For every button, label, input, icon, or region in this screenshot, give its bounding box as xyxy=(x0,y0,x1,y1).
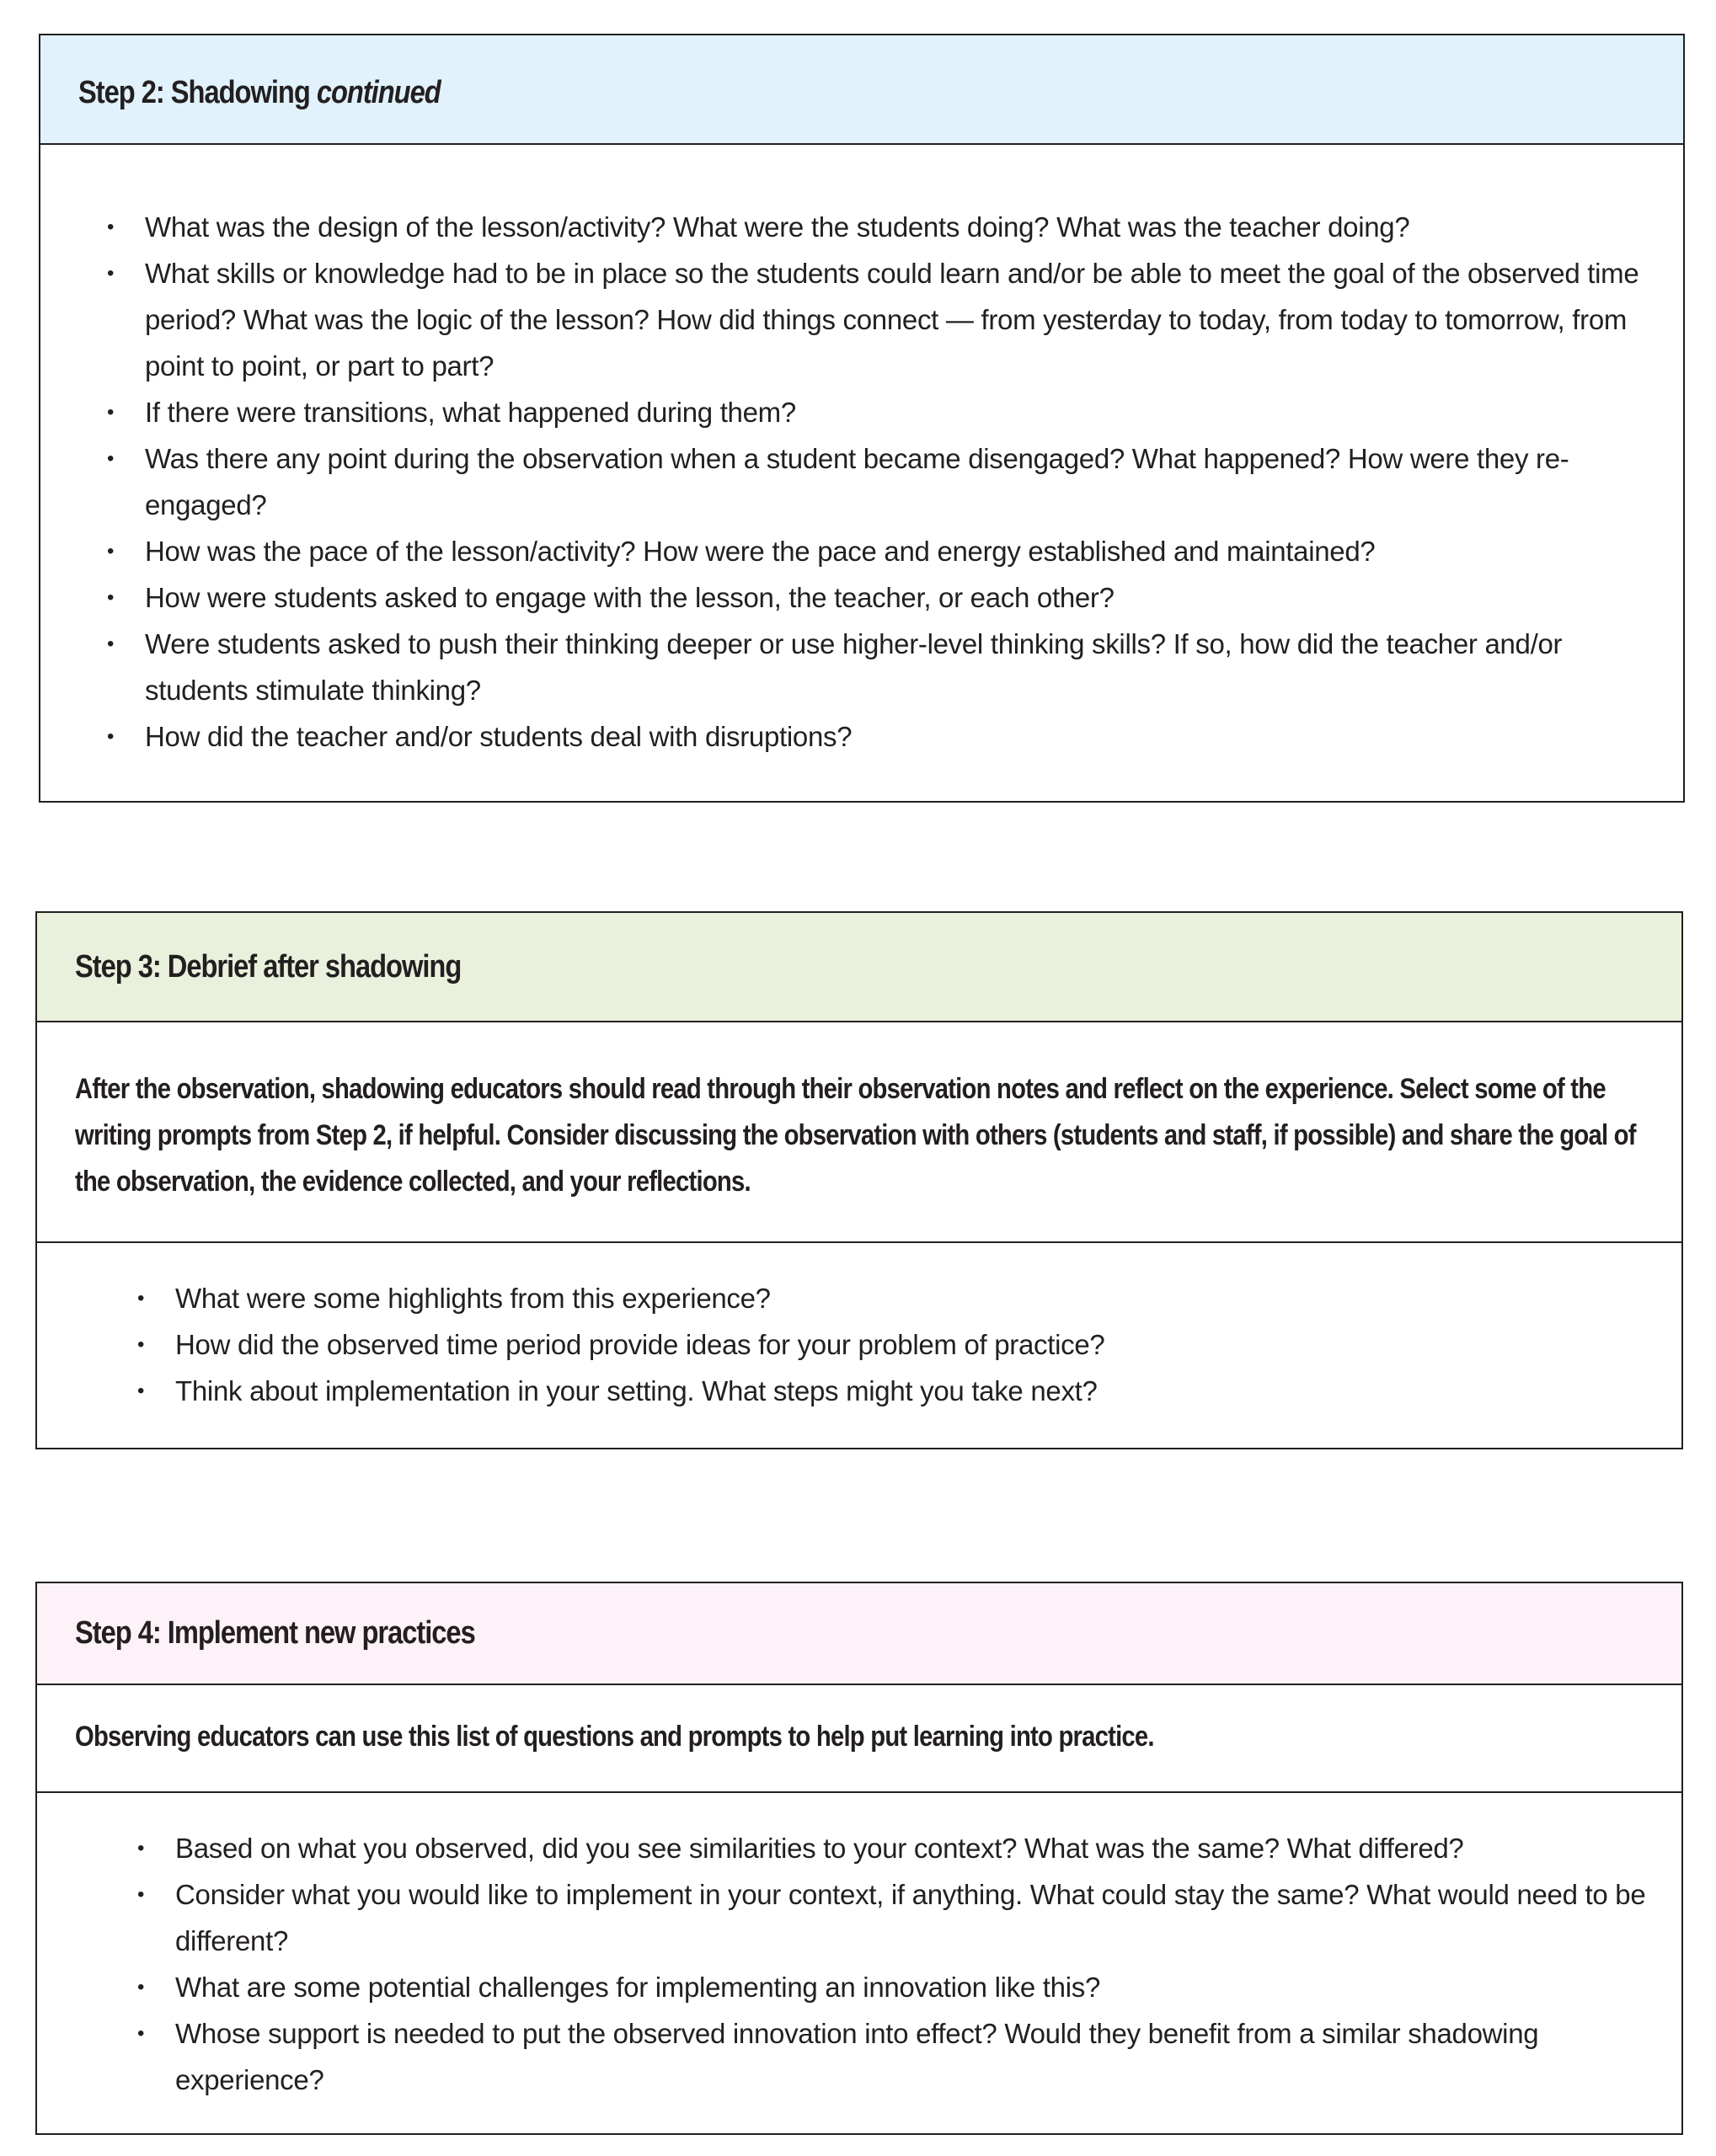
list-item: • How was the pace of the lesson/activity? How were the pace and energy established and maintained? xyxy=(145,528,1649,574)
bullet-icon: • xyxy=(107,540,115,563)
list-item: • Were students asked to push their thinking deeper or use higher-level thinking skills? If so, how did the teacher and/or students stimulate thinking? xyxy=(145,621,1649,713)
bullet-list-area xyxy=(37,1243,1681,1414)
bullet-list xyxy=(137,1825,1648,2103)
bullet-icon: • xyxy=(137,1380,145,1402)
bullet-list-area xyxy=(37,1793,1681,2103)
step-2-shadowing-box xyxy=(39,34,1685,803)
bullet-icon: • xyxy=(137,1287,145,1310)
bullet-list xyxy=(137,1275,1648,1414)
bullet-icon: • xyxy=(107,632,115,655)
bullet-icon: • xyxy=(137,2022,145,2045)
bullet-icon: • xyxy=(107,262,115,285)
list-item: • What are some potential challenges for implementing an innovation like this? xyxy=(175,1964,1648,2010)
step-3-debrief-box xyxy=(35,911,1683,1449)
list-item: • How did the teacher and/or students deal with disruptions? xyxy=(145,713,1649,760)
section-intro-text: Observing educators can use this list of questions and prompts to help put learning into practice. xyxy=(75,1721,1154,1753)
bullet-icon: • xyxy=(107,586,115,609)
section-intro xyxy=(37,1022,1681,1243)
list-item: • Whose support is needed to put the observed innovation into effect? Would they benefit from a similar shadowing experience? xyxy=(175,2010,1648,2103)
section-intro xyxy=(37,1685,1681,1793)
list-item: • What skills or knowledge had to be in place so the students could learn and/or be able to meet the goal of the observed time period? What was the logic of the lesson? How did things connect — from yesterday to today, from today to tomorrow, from point to point, or part to part? xyxy=(145,250,1649,389)
section-title: Step 4: Implement new practices xyxy=(75,1615,475,1651)
bullet-icon: • xyxy=(107,447,115,470)
list-item: • What were some highlights from this experience? xyxy=(175,1275,1648,1321)
bullet-icon: • xyxy=(137,1976,145,1999)
step-4-implement-box xyxy=(35,1582,1683,2135)
list-item: • Based on what you observed, did you see similarities to your context? What was the same? What differed? xyxy=(175,1825,1648,1871)
bullet-list-area xyxy=(40,145,1683,760)
section-header xyxy=(37,913,1681,1022)
bullet-list xyxy=(107,204,1649,760)
bullet-icon: • xyxy=(107,216,115,238)
list-item: • Was there any point during the observation when a student became disengaged? What happened? How were they re-engaged? xyxy=(145,435,1649,528)
section-title-suffix: continued xyxy=(316,74,441,110)
section-title: Step 3: Debrief after shadowing xyxy=(75,948,462,985)
bullet-icon: • xyxy=(137,1333,145,1356)
list-item: • Consider what you would like to implement in your context, if anything. What could stay the same? What would need to be different? xyxy=(175,1871,1648,1964)
section-title: Step 2: Shadowing xyxy=(78,74,310,110)
list-item: • How were students asked to engage with the lesson, the teacher, or each other? xyxy=(145,574,1649,621)
section-intro-text: After the observation, shadowing educators should read through their observation notes and reflect on the experience. Select some of the writing prompts from Step 2, if helpful. Consider discussing the observation with others (students and staff, if possible) and share the goal of the observation, the evidence collected, and your reflections. xyxy=(75,1073,1636,1198)
bullet-icon: • xyxy=(137,1837,145,1860)
list-item: • What was the design of the lesson/activity? What were the students doing? What was the teacher doing? xyxy=(145,204,1649,250)
section-header xyxy=(37,1583,1681,1685)
section-header xyxy=(40,35,1683,145)
list-item: • Think about implementation in your setting. What steps might you take next? xyxy=(175,1368,1648,1414)
bullet-icon: • xyxy=(107,725,115,748)
list-item: • How did the observed time period provide ideas for your problem of practice? xyxy=(175,1321,1648,1368)
bullet-icon: • xyxy=(107,401,115,424)
bullet-icon: • xyxy=(137,1883,145,1906)
list-item: • If there were transitions, what happened during them? xyxy=(145,389,1649,435)
